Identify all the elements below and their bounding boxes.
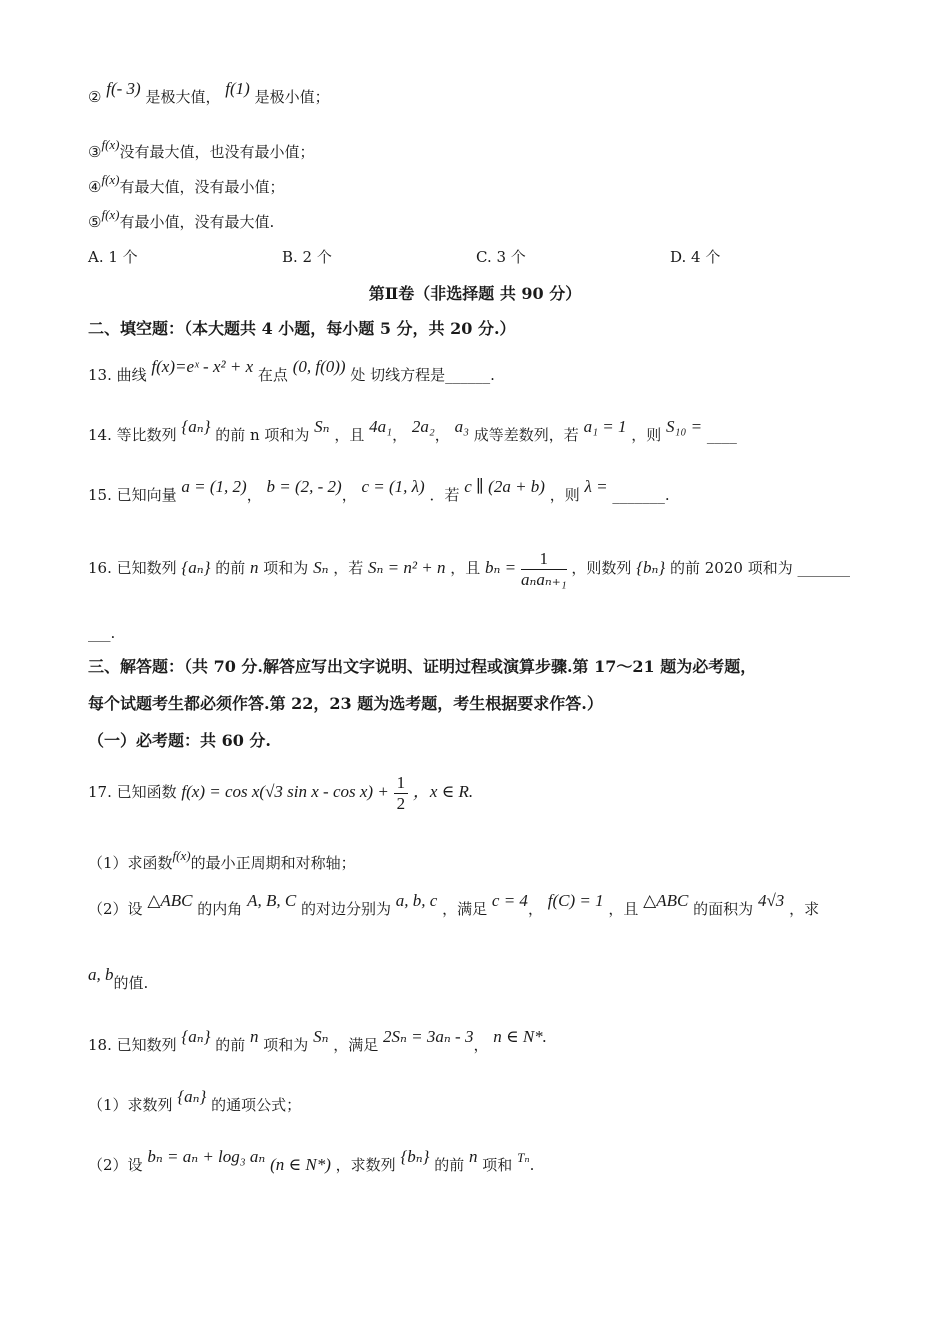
formula: a₃ [454, 417, 469, 436]
question-14: 14. 等比数列 {aₙ} 的前 n 项和为 Sₙ ，且 4a₁， 2a₂， a₃ 成等差数列，若 a₁ = 1 ，则 S₁₀ = ____ [88, 417, 737, 444]
question-17-part-2: （2）设 △ABC 的内角 A, B, C 的对边分别为 a, b, c ，满足 c = 4， f(C) = 1 ，且 △ABC 的面积为 4√3 ，求 [88, 891, 820, 918]
formula: a, b, c [395, 891, 438, 910]
q12-statement-2: ② f(- 3) 是极大值， f(1) 是极小值； [88, 79, 330, 106]
formula: 4√3 [757, 891, 785, 910]
formula: {bₙ} [636, 558, 666, 577]
formula: f(x)=eˣ - x² + x [151, 357, 254, 376]
formula: n [469, 1147, 478, 1166]
solve-heading-line-1: 三、解答题：（共 70 分.解答应写出文字说明、证明过程或演算步骤.第 17～21 题为必考题， [88, 657, 757, 676]
question-13: 13. 曲线 f(x)=eˣ - x² + x 在点 (0, f(0)) 处 切线方程是______. [88, 357, 495, 384]
formula: {aₙ} [181, 417, 211, 436]
formula: {bₙ} [400, 1147, 430, 1166]
question-18: 18. 已知数列 {aₙ} 的前 n 项和为 Sₙ ，满足 2Sₙ = 3aₙ - 3， n ∈ N*. [88, 1027, 547, 1054]
q12-statement-5: ⑤f(x)有最小值，没有最大值. [88, 207, 275, 231]
formula: Tₙ [517, 1150, 530, 1165]
formula: (n ∈ N*) [270, 1155, 331, 1174]
answer-blank: _______. [612, 486, 670, 504]
formula: a₁ = 1 [583, 417, 627, 436]
formula: f(x) [101, 137, 120, 152]
question-16-continuation: ___. [88, 624, 116, 642]
formula: f(1) [225, 79, 250, 98]
formula: f(x) [101, 207, 120, 222]
option-a: A. 1 个 [88, 248, 138, 266]
formula: Sₙ [313, 558, 329, 577]
formula: f(x) [101, 172, 120, 187]
fraction: $\frac{1}{\text{aₙaₙ₊₁}}$ [520, 548, 567, 589]
formula: bₙ = aₙ + log₃ aₙ [147, 1147, 266, 1166]
formula: n [249, 1027, 259, 1046]
formula: A, B, C [247, 891, 297, 910]
fraction: $\frac{1}{2}$ [394, 773, 409, 814]
formula: bₙ = [485, 558, 517, 577]
formula: Sₙ [314, 417, 330, 436]
formula: λ = [584, 477, 608, 496]
formula: a, b [88, 965, 114, 984]
formula: 4a₁ [369, 417, 393, 436]
question-18-part-2: （2）设 bₙ = aₙ + log₃ aₙ (n ∈ N*) ，求数列 {bₙ} 的前 n 项和 Tₙ. [88, 1147, 535, 1174]
formula: c = 4 [491, 891, 528, 910]
question-15: 15. 已知向量 a = (1, 2)， b = (2, - 2)， c = (1, λ) ．若 c ∥ (2a + b) ，则 λ = _______. [88, 477, 670, 504]
part2-title: 第Ⅱ卷（非选择题 共 90 分） [368, 284, 582, 303]
formula: c ∥ (2a + b) [464, 477, 545, 496]
fill-heading: 二、填空题：（本大题共 4 小题，每小题 5 分，共 20 分.） [88, 319, 516, 338]
formula: {aₙ} [177, 1087, 207, 1106]
formula: f(x) = cos x(√3 sin x - cos x) + [181, 782, 389, 801]
formula: △ABC [643, 891, 689, 910]
formula: a = (1, 2) [181, 477, 247, 496]
q12-statement-4: ④f(x)有最大值，没有最小值； [88, 172, 285, 196]
answer-blank: _______ [797, 559, 850, 577]
formula: f(x) [172, 848, 191, 863]
solve-heading-line-2: 每个试题考生都必须作答.第 22，23 题为选考题，考生根据要求作答.） [88, 694, 603, 713]
question-16: 16. 已知数列 {aₙ} 的前 n 项和为 Sₙ ，若 Sₙ = n² + n ，且 bₙ = $\frac{1}{\text{aₙaₙ₊₁}}$ ，则数列 {bₙ} 的前 2020 项和为 _______ [88, 548, 850, 589]
option-b: B. 2 个 [282, 248, 332, 266]
question-18-part-1: （1）求数列 {aₙ} 的通项公式； [88, 1087, 302, 1114]
formula: b = (2, - 2) [266, 477, 342, 496]
formula: △ABC [147, 891, 193, 910]
formula: f(C) = 1 [547, 891, 604, 910]
formula: (0, f(0)) [292, 357, 346, 376]
formula: 2Sₙ = 3aₙ - 3 [383, 1027, 474, 1046]
option-d: D. 4 个 [670, 248, 721, 266]
formula: ，x ∈ R. [412, 782, 474, 801]
formula: f(- 3) [106, 79, 141, 98]
formula: n [249, 558, 259, 577]
formula: S₁₀ = [666, 417, 703, 436]
question-17-part-2-continuation: a, b的值. [88, 965, 149, 992]
formula: Sₙ = n² + n [368, 558, 446, 577]
option-c: C. 3 个 [476, 248, 526, 266]
formula: Sₙ [313, 1027, 329, 1046]
q12-statement-3: ③f(x)没有最大值，也没有最小值； [88, 137, 315, 161]
formula: {aₙ} [181, 558, 211, 577]
formula: {aₙ} [181, 1027, 211, 1046]
answer-blank: ____ [706, 426, 737, 444]
question-17-part-1: （1）求函数f(x)的最小正周期和对称轴； [88, 848, 356, 872]
formula: n ∈ N*. [493, 1027, 547, 1046]
required-heading: （一）必考题：共 60 分. [88, 731, 271, 750]
question-17: 17. 已知函数 f(x) = cos x(√3 sin x - cos x) + $\frac{1}{2}$ ，x ∈ R. [88, 772, 474, 813]
formula: c = (1, λ) [361, 477, 425, 496]
formula: 2a₂ [411, 417, 435, 436]
